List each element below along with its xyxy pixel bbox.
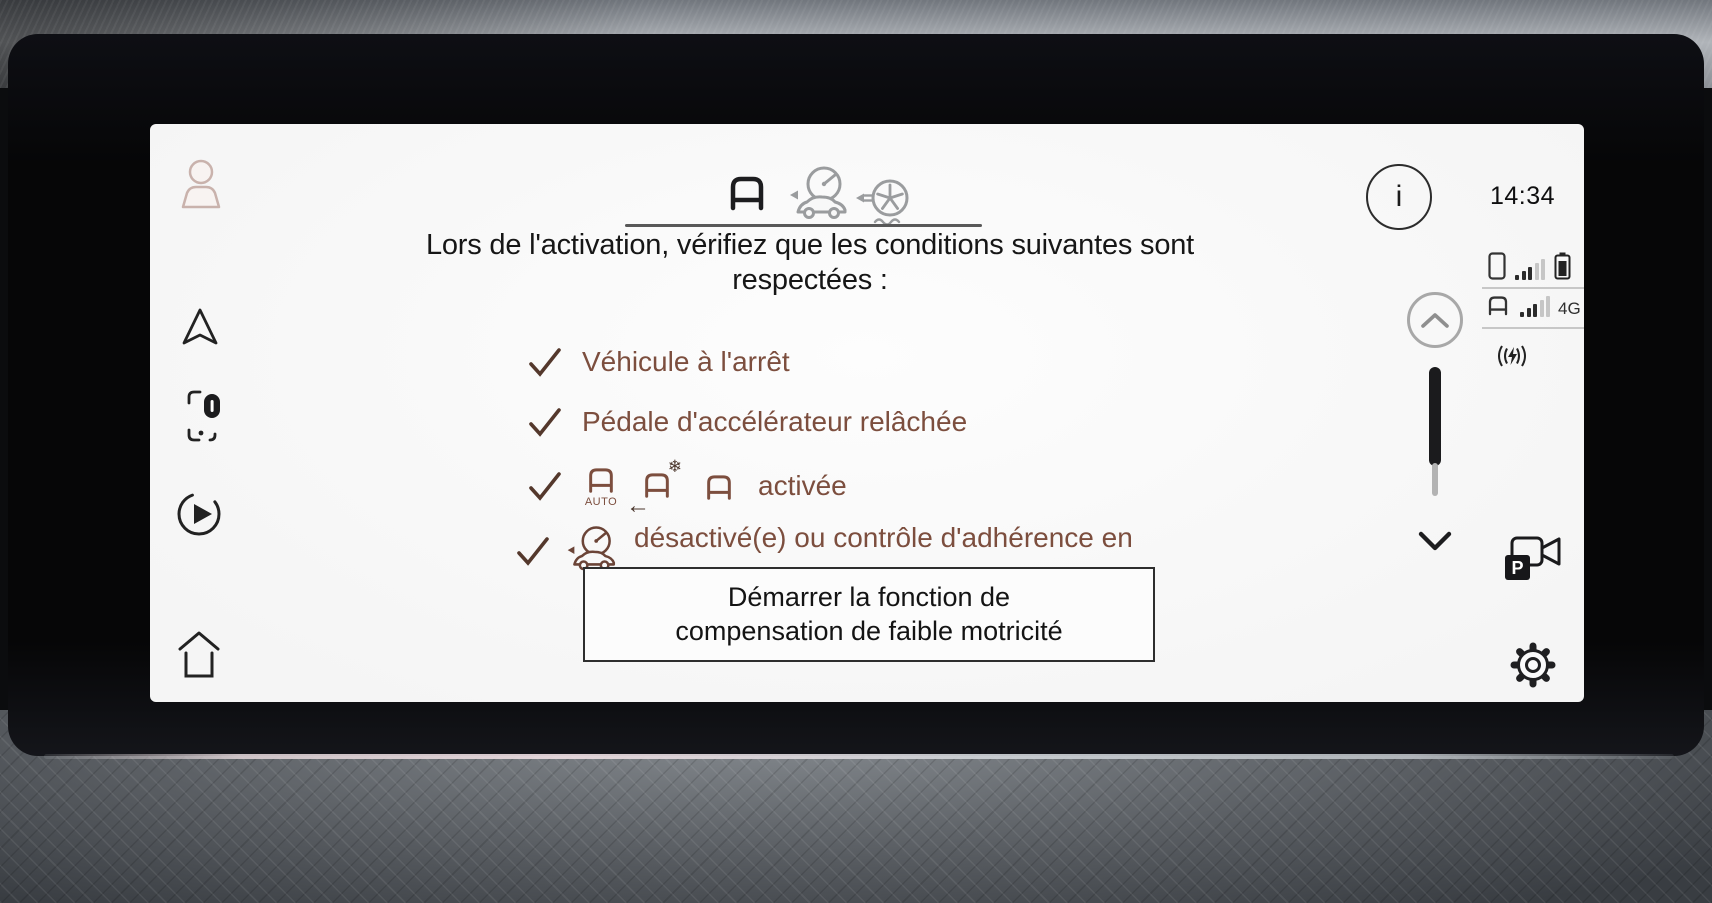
sidebar-item-profile[interactable]: [176, 157, 226, 211]
scrollbar-thumb[interactable]: [1429, 367, 1441, 466]
remote-signal-icon: [1494, 344, 1530, 368]
nav-arrow-icon: [180, 307, 220, 347]
parking-label: P: [1511, 558, 1524, 578]
car-connectivity-row: [1484, 293, 1581, 317]
check-icon: [528, 347, 562, 377]
driving-assist-tab[interactable]: [788, 164, 850, 222]
person-icon: [176, 157, 226, 211]
info-icon: i: [1395, 180, 1403, 213]
skid-arrow-glyph: ←: [626, 491, 650, 519]
condition-text: activée: [758, 470, 847, 501]
status-divider: [1482, 287, 1584, 289]
condition-vehicle-stopped: [528, 346, 790, 378]
button-label-line1: Démarrer la fonction de: [727, 582, 1011, 612]
vehicle-tab[interactable]: [724, 170, 770, 214]
car-signal-bars-icon: [1520, 296, 1550, 317]
scrollbar-track-remainder: [1432, 463, 1438, 496]
auto-mode-caption: AUTO: [584, 496, 618, 508]
check-icon: [516, 536, 550, 566]
scroll-down-button[interactable]: [1413, 524, 1457, 558]
infotainment-screen: [150, 124, 1584, 702]
settings-button[interactable]: [1506, 638, 1560, 692]
car-snow-mode-icon: [626, 456, 682, 519]
info-button[interactable]: [1366, 164, 1432, 230]
status-divider: [1482, 327, 1584, 329]
heading-line2: respectées :: [732, 264, 888, 296]
speedometer-car-icon: [566, 524, 618, 573]
check-icon: [528, 407, 562, 437]
sidebar-item-media[interactable]: [175, 490, 223, 538]
ambient-light-strip: [44, 754, 1674, 759]
phone-notification-icon: [186, 388, 226, 444]
parking-camera-icon: [1504, 533, 1568, 589]
condition-cruise-deactivated: [516, 516, 1133, 573]
sidebar-item-phone[interactable]: [186, 388, 226, 444]
snowflake-glyph: ❄: [667, 456, 682, 476]
wheel-arrow-icon: [854, 176, 912, 226]
traction-tab[interactable]: [854, 176, 912, 226]
phone-status-icon: [1488, 252, 1506, 280]
scroll-up-button[interactable]: [1407, 292, 1463, 348]
battery-icon: [1554, 252, 1571, 280]
sidebar-item-home[interactable]: [176, 630, 222, 680]
car-rear-icon: [725, 171, 769, 213]
phone-status-row: [1488, 252, 1571, 280]
home-icon: [176, 630, 222, 680]
phone-signal-bars-icon: [1515, 259, 1545, 280]
condition-pedal-released: [528, 406, 967, 438]
clock: 14:34: [1490, 182, 1556, 210]
sidebar-item-navigation[interactable]: [180, 307, 220, 347]
heading-line1: Lors de l'activation, vérifiez que les conditions suivantes sont: [425, 229, 1195, 261]
car-connect-icon: [1484, 293, 1512, 317]
car-auto-mode-icon: [584, 464, 618, 508]
car-mode-icon: [702, 471, 736, 502]
button-label-line2: compensation de faible motricité: [675, 616, 1063, 646]
condition-mode-activated: [528, 456, 847, 519]
network-badge: 4G: [1558, 299, 1581, 318]
condition-text: désactivé(e) ou contrôle d'adhérence en: [634, 522, 1133, 553]
start-low-traction-button[interactable]: [583, 567, 1155, 662]
tab-underline: [625, 224, 982, 227]
scrollbar[interactable]: [1429, 367, 1441, 496]
settings-gear-icon: [1507, 639, 1559, 691]
chevron-down-icon: [1415, 529, 1455, 553]
page-title: [210, 228, 1410, 298]
chevron-up-icon: [1418, 310, 1452, 330]
parking-camera-button[interactable]: [1503, 532, 1569, 590]
speedometer-car-icon: [788, 164, 850, 222]
condition-text: Pédale d'accélérateur relâchée: [582, 406, 968, 437]
play-circle-icon: [175, 490, 223, 538]
condition-text: Véhicule à l'arrêt: [582, 346, 790, 377]
check-icon: [528, 471, 562, 501]
